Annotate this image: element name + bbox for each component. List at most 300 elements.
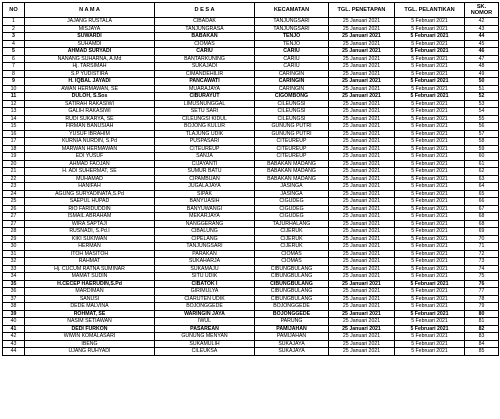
cell-no: 30 [3, 243, 25, 251]
table-row [3, 78, 499, 86]
cell-nama: RUDI SUKARYA, SE [25, 115, 155, 123]
cell-no: 7 [3, 63, 25, 71]
table-row [3, 63, 499, 71]
table-row [3, 318, 499, 326]
cell-tgl-pelantikan: 5 Februari 2021 [395, 325, 465, 333]
cell-nama: FIRMAN BANUSIAH [25, 123, 155, 131]
cell-sk-nomor: 60 [465, 153, 499, 161]
cell-kecamatan: CITEUREUP [255, 138, 329, 146]
cell-desa: BANYUASIH [155, 198, 255, 206]
cell-sk-nomor: 52 [465, 93, 499, 101]
cell-desa: SUKAJADI [155, 63, 255, 71]
cell-nama: SANUSI [25, 295, 155, 303]
cell-kecamatan: TANJUNGSARI [255, 18, 329, 26]
table-row [3, 288, 499, 296]
cell-desa: CIBATOK I [155, 280, 255, 288]
table-row [3, 175, 499, 183]
cell-tgl-penetapan: 25 Januari 2021 [329, 168, 395, 176]
cell-tgl-penetapan: 25 Januari 2021 [329, 220, 395, 228]
cell-no: 38 [3, 303, 25, 311]
cell-tgl-pelantikan: 5 Februari 2021 [395, 198, 465, 206]
cell-tgl-penetapan: 25 Januari 2021 [329, 250, 395, 258]
cell-no: 28 [3, 228, 25, 236]
cell-nama: DEDI FURKON [25, 325, 155, 333]
cell-tgl-pelantikan: 5 Februari 2021 [395, 153, 465, 161]
cell-desa: BANYUWANGI [155, 205, 255, 213]
header-kecamatan: KECAMATAN [255, 3, 329, 18]
cell-sk-nomor: 55 [465, 115, 499, 123]
cell-no: 11 [3, 93, 25, 101]
cell-tgl-pelantikan: 5 Februari 2021 [395, 123, 465, 131]
table-row [3, 265, 499, 273]
cell-no: 25 [3, 198, 25, 206]
header-tgl-pelantikan: TGL. PELANTIKAN [395, 3, 465, 18]
table-row [3, 190, 499, 198]
cell-sk-nomor: 68 [465, 220, 499, 228]
cell-no: 35 [3, 280, 25, 288]
cell-kecamatan: BOJONGGEDE [255, 310, 329, 318]
cell-tgl-pelantikan: 5 Februari 2021 [395, 288, 465, 296]
cell-tgl-pelantikan: 5 Februari 2021 [395, 115, 465, 123]
cell-tgl-penetapan: 25 Januari 2021 [329, 93, 395, 101]
cell-tgl-pelantikan: 5 Februari 2021 [395, 213, 465, 221]
cell-tgl-pelantikan: 5 Februari 2021 [395, 265, 465, 273]
cell-nama: SAEPUL HUPAD [25, 198, 155, 206]
cell-tgl-pelantikan: 5 Februari 2021 [395, 243, 465, 251]
cell-desa: CIBURAYUT [155, 93, 255, 101]
table-row [3, 138, 499, 146]
cell-kecamatan: TAJURHALANG [255, 220, 329, 228]
cell-kecamatan: BABAKAN MADANG [255, 160, 329, 168]
cell-tgl-pelantikan: 5 Februari 2021 [395, 48, 465, 56]
cell-nama: KURNIA NURDIN, S.Pd [25, 138, 155, 146]
cell-sk-nomor: 72 [465, 250, 499, 258]
cell-kecamatan: CITEUREUP [255, 153, 329, 161]
cell-kecamatan: CIGUDEG [255, 213, 329, 221]
cell-tgl-pelantikan: 5 Februari 2021 [395, 145, 465, 153]
cell-kecamatan: CIJERUK [255, 228, 329, 236]
cell-kecamatan: CIOMAS [255, 250, 329, 258]
cell-tgl-penetapan: 25 Januari 2021 [329, 18, 395, 26]
cell-sk-nomor: 68 [465, 213, 499, 221]
cell-tgl-penetapan: 25 Januari 2021 [329, 228, 395, 236]
cell-desa: BABAKAN [155, 33, 255, 41]
cell-nama: RIO FARIDUDDIN [25, 205, 155, 213]
cell-kecamatan: BABAKAN MADANG [255, 168, 329, 176]
cell-kecamatan: CIJERUK [255, 235, 329, 243]
cell-no: 20 [3, 160, 25, 168]
cell-nama: NANANG SUHARNA, A.Md [25, 55, 155, 63]
cell-tgl-penetapan: 25 Januari 2021 [329, 63, 395, 71]
table-row [3, 108, 499, 116]
table-row [3, 93, 499, 101]
cell-nama: ROHMAT, SE [25, 310, 155, 318]
cell-sk-nomor: 42 [465, 18, 499, 26]
cell-sk-nomor: 74 [465, 265, 499, 273]
cell-kecamatan: CILEUNGSI [255, 115, 329, 123]
table-row [3, 205, 499, 213]
cell-kecamatan: CARIU [255, 55, 329, 63]
table-row [3, 295, 499, 303]
cell-sk-nomor: 45 [465, 40, 499, 48]
header-desa: D E S A [155, 3, 255, 18]
cell-nama: RUSNADI, S.Pd.I [25, 228, 155, 236]
cell-kecamatan: CIOMAS [255, 258, 329, 266]
cell-kecamatan: BABAKAN MADANG [255, 175, 329, 183]
cell-tgl-pelantikan: 5 Februari 2021 [395, 228, 465, 236]
cell-sk-nomor: 84 [465, 340, 499, 348]
cell-no: 6 [3, 55, 25, 63]
cell-kecamatan: TANJUNGSARI [255, 25, 329, 33]
cell-no: 14 [3, 115, 25, 123]
cell-tgl-pelantikan: 5 Februari 2021 [395, 18, 465, 26]
cell-tgl-pelantikan: 5 Februari 2021 [395, 25, 465, 33]
cell-tgl-penetapan: 25 Januari 2021 [329, 33, 395, 41]
cell-tgl-penetapan: 25 Januari 2021 [329, 78, 395, 86]
cell-tgl-pelantikan: 5 Februari 2021 [395, 160, 465, 168]
cell-kecamatan: CARINGIN [255, 78, 329, 86]
cell-tgl-penetapan: 25 Januari 2021 [329, 265, 395, 273]
cell-desa: JUGALAJAYA [155, 183, 255, 191]
cell-kecamatan: CIGUDEG [255, 205, 329, 213]
cell-nama: WIRA SAPTAJI [25, 220, 155, 228]
cell-no: 26 [3, 205, 25, 213]
cell-no: 3 [3, 33, 25, 41]
cell-no: 32 [3, 258, 25, 266]
cell-tgl-pelantikan: 5 Februari 2021 [395, 183, 465, 191]
cell-sk-nomor: 62 [465, 168, 499, 176]
cell-tgl-pelantikan: 5 Februari 2021 [395, 190, 465, 198]
cell-nama: AHMAD FAOJAN [25, 160, 155, 168]
cell-tgl-penetapan: 25 Januari 2021 [329, 258, 395, 266]
cell-sk-nomor: 56 [465, 123, 499, 131]
cell-tgl-pelantikan: 5 Februari 2021 [395, 318, 465, 326]
cell-tgl-pelantikan: 5 Februari 2021 [395, 175, 465, 183]
cell-sk-nomor: 53 [465, 100, 499, 108]
cell-no: 18 [3, 145, 25, 153]
cell-nama: ITOH MASITOH [25, 250, 155, 258]
table-row [3, 168, 499, 176]
cell-no: 41 [3, 325, 25, 333]
cell-desa: SUKAMAJU [155, 265, 255, 273]
table-row [3, 250, 499, 258]
cell-nama: S.P YUDISTIRA [25, 70, 155, 78]
cell-nama: HERMAN [25, 243, 155, 251]
cell-desa: WARINGIN JAYA [155, 310, 255, 318]
cell-sk-nomor: 71 [465, 243, 499, 251]
cell-no: 34 [3, 273, 25, 281]
cell-tgl-penetapan: 25 Januari 2021 [329, 295, 395, 303]
cell-desa: CIMANDEHILIR [155, 70, 255, 78]
cell-tgl-penetapan: 25 Januari 2021 [329, 190, 395, 198]
cell-tgl-penetapan: 25 Januari 2021 [329, 198, 395, 206]
table-row [3, 348, 499, 356]
cell-tgl-pelantikan: 5 Februari 2021 [395, 273, 465, 281]
cell-no: 23 [3, 183, 25, 191]
cell-no: 39 [3, 310, 25, 318]
cell-nama: DULOH, S.Sos [25, 93, 155, 101]
cell-tgl-pelantikan: 5 Februari 2021 [395, 108, 465, 116]
cell-sk-nomor: 54 [465, 108, 499, 116]
cell-tgl-pelantikan: 5 Februari 2021 [395, 310, 465, 318]
cell-no: 8 [3, 70, 25, 78]
table-row [3, 25, 499, 33]
cell-kecamatan: CIGOMBONG [255, 93, 329, 101]
cell-tgl-penetapan: 25 Januari 2021 [329, 55, 395, 63]
cell-sk-nomor: 57 [465, 130, 499, 138]
cell-sk-nomor: 82 [465, 325, 499, 333]
cell-nama: SATIRAH RAKASIWI [25, 100, 155, 108]
table-row [3, 310, 499, 318]
cell-tgl-penetapan: 25 Januari 2021 [329, 123, 395, 131]
cell-tgl-penetapan: 25 Januari 2021 [329, 153, 395, 161]
table-row [3, 198, 499, 206]
cell-nama: KIKI SUKIWAN [25, 235, 155, 243]
cell-no: 24 [3, 190, 25, 198]
table-row [3, 258, 499, 266]
cell-desa: CARIU [155, 48, 255, 56]
cell-no: 15 [3, 123, 25, 131]
cell-tgl-penetapan: 25 Januari 2021 [329, 183, 395, 191]
cell-no: 1 [3, 18, 25, 26]
cell-sk-nomor: 76 [465, 280, 499, 288]
cell-kecamatan: CITEUREUP [255, 145, 329, 153]
table-row [3, 70, 499, 78]
cell-no: 37 [3, 295, 25, 303]
cell-desa: SIPAK [155, 190, 255, 198]
cell-tgl-penetapan: 25 Januari 2021 [329, 145, 395, 153]
cell-tgl-pelantikan: 5 Februari 2021 [395, 100, 465, 108]
cell-tgl-pelantikan: 5 Februari 2021 [395, 205, 465, 213]
cell-tgl-penetapan: 25 Januari 2021 [329, 325, 395, 333]
cell-desa: GIRIMULYA [155, 288, 255, 296]
cell-kecamatan: CIJERUK [255, 243, 329, 251]
cell-desa: BOJONGGEDE [155, 303, 255, 311]
cell-no: 43 [3, 340, 25, 348]
cell-nama: RAHMAT [25, 258, 155, 266]
table-row [3, 303, 499, 311]
cell-no: 19 [3, 153, 25, 161]
cell-tgl-pelantikan: 5 Februari 2021 [395, 220, 465, 228]
cell-desa: TANJUNGSARI [155, 243, 255, 251]
cell-sk-nomor: 63 [465, 175, 499, 183]
table-row [3, 325, 499, 333]
cell-tgl-pelantikan: 5 Februari 2021 [395, 258, 465, 266]
cell-sk-nomor: 50 [465, 78, 499, 86]
cell-tgl-penetapan: 25 Januari 2021 [329, 40, 395, 48]
cell-no: 27 [3, 213, 25, 221]
cell-no: 40 [3, 318, 25, 326]
cell-desa: PASAREAN [155, 325, 255, 333]
cell-no: 31 [3, 250, 25, 258]
cell-tgl-pelantikan: 5 Februari 2021 [395, 40, 465, 48]
cell-tgl-penetapan: 25 Januari 2021 [329, 160, 395, 168]
cell-tgl-penetapan: 25 Januari 2021 [329, 25, 395, 33]
cell-nama: AGUNG SURYADINATA,S.Pd [25, 190, 155, 198]
cell-sk-nomor: 49 [465, 70, 499, 78]
table-row [3, 160, 499, 168]
cell-tgl-penetapan: 25 Januari 2021 [329, 130, 395, 138]
cell-desa: SUKAHARJA [155, 258, 255, 266]
cell-desa: MEKARJAYA [155, 213, 255, 221]
cell-desa: BANTARKUNING [155, 55, 255, 63]
cell-no: 22 [3, 175, 25, 183]
cell-desa: IWUL [155, 318, 255, 326]
cell-tgl-pelantikan: 5 Februari 2021 [395, 85, 465, 93]
cell-kecamatan: PAMIJAHAN [255, 325, 329, 333]
cell-no: 17 [3, 138, 25, 146]
header-tgl-penetapan: TGL. PENETAPAN [329, 3, 395, 18]
cell-nama: H. IQBAL JAYADI [25, 78, 155, 86]
table-row [3, 18, 499, 26]
cell-kecamatan: SUKAJAYA [255, 348, 329, 356]
cell-no: 42 [3, 333, 25, 341]
table-row [3, 340, 499, 348]
cell-desa: TLAJUNG UDIK [155, 130, 255, 138]
cell-kecamatan: TENJO [255, 40, 329, 48]
cell-no: 33 [3, 265, 25, 273]
cell-desa: GUNUNG MENYAN [155, 333, 255, 341]
cell-nama: Hj. TARSIMAH [25, 63, 155, 71]
cell-tgl-pelantikan: 5 Februari 2021 [395, 295, 465, 303]
cell-kecamatan: PAMIJAHAN [255, 333, 329, 341]
cell-no: 21 [3, 168, 25, 176]
cell-sk-nomor: 47 [465, 55, 499, 63]
cell-nama: H. ADI SUHERMAT, SE [25, 168, 155, 176]
cell-tgl-penetapan: 25 Januari 2021 [329, 273, 395, 281]
table-row [3, 235, 499, 243]
cell-kecamatan: GUNUNG PUTRI [255, 123, 329, 131]
table-row [3, 183, 499, 191]
cell-tgl-pelantikan: 5 Februari 2021 [395, 250, 465, 258]
cell-tgl-penetapan: 25 Januari 2021 [329, 310, 395, 318]
cell-tgl-pelantikan: 5 Februari 2021 [395, 130, 465, 138]
table-row [3, 130, 499, 138]
table-row [3, 100, 499, 108]
cell-sk-nomor: 66 [465, 198, 499, 206]
pelantikan-table [2, 2, 499, 356]
table-row [3, 48, 499, 56]
cell-kecamatan: CARINGIN [255, 70, 329, 78]
cell-tgl-pelantikan: 5 Februari 2021 [395, 340, 465, 348]
cell-desa: CITEUREUP [155, 145, 255, 153]
cell-tgl-penetapan: 25 Januari 2021 [329, 318, 395, 326]
table-row [3, 228, 499, 236]
cell-nama: AHMAD SURYADI [25, 48, 155, 56]
cell-desa: CILEUKSA [155, 348, 255, 356]
cell-nama: YUSUF IBRAHIM [25, 130, 155, 138]
cell-sk-nomor: 61 [465, 160, 499, 168]
cell-sk-nomor: 79 [465, 303, 499, 311]
cell-sk-nomor: 73 [465, 258, 499, 266]
cell-desa: PANCAWATI [155, 78, 255, 86]
cell-kecamatan: CIBUNGBULANG [255, 295, 329, 303]
cell-no: 2 [3, 25, 25, 33]
cell-kecamatan: CIBUNGBULANG [255, 280, 329, 288]
cell-tgl-pelantikan: 5 Februari 2021 [395, 348, 465, 356]
table-row [3, 40, 499, 48]
cell-no: 27 [3, 220, 25, 228]
cell-tgl-pelantikan: 5 Februari 2021 [395, 33, 465, 41]
cell-desa: NANGGERANG [155, 220, 255, 228]
cell-kecamatan: CIBUNGBULANG [255, 273, 329, 281]
cell-desa: CIJAYANTI [155, 160, 255, 168]
cell-kecamatan: CARINGIN [255, 85, 329, 93]
cell-kecamatan: CIBUNGBULANG [255, 265, 329, 273]
cell-no: 13 [3, 108, 25, 116]
cell-tgl-pelantikan: 5 Februari 2021 [395, 333, 465, 341]
cell-desa: CIBALUNG [155, 228, 255, 236]
cell-sk-nomor: 59 [465, 145, 499, 153]
header-sk-nomor: SK. NOMOR [465, 3, 499, 18]
cell-desa: SETU SARI [155, 108, 255, 116]
cell-nama: Hj. CUCUM RATNA SUMINAR [25, 265, 155, 273]
cell-nama: UJANG RUHYADI [25, 348, 155, 356]
table-row [3, 333, 499, 341]
table-row [3, 280, 499, 288]
cell-kecamatan: CARIU [255, 48, 329, 56]
cell-sk-nomor: 46 [465, 48, 499, 56]
header-row [3, 3, 499, 18]
cell-desa: SITU UDIK [155, 273, 255, 281]
cell-desa: CIOMAS [155, 40, 255, 48]
cell-desa: SUKAMULIH [155, 340, 255, 348]
cell-sk-nomor: 77 [465, 288, 499, 296]
cell-desa: BOJONG KULUR [155, 123, 255, 131]
cell-sk-nomor: 75 [465, 273, 499, 281]
table-row [3, 55, 499, 63]
cell-kecamatan: JASINGA [255, 190, 329, 198]
cell-sk-nomor: 83 [465, 333, 499, 341]
cell-tgl-pelantikan: 5 Februari 2021 [395, 63, 465, 71]
cell-kecamatan: CIBUNGBULANG [255, 288, 329, 296]
table-row [3, 123, 499, 131]
cell-no: 9 [3, 78, 25, 86]
cell-sk-nomor: 65 [465, 190, 499, 198]
cell-desa: CILEUNGSI KIDUL [155, 115, 255, 123]
cell-tgl-penetapan: 25 Januari 2021 [329, 235, 395, 243]
cell-tgl-penetapan: 25 Januari 2021 [329, 243, 395, 251]
cell-nama: EDI YUSUF [25, 153, 155, 161]
cell-nama: MISJAYA [25, 25, 155, 33]
cell-tgl-penetapan: 25 Januari 2021 [329, 280, 395, 288]
header-nama: N A M A [25, 3, 155, 18]
table-row [3, 115, 499, 123]
cell-kecamatan: CILEUNGSI [255, 108, 329, 116]
cell-desa: CIARUTEN UDIK [155, 295, 255, 303]
cell-no: 36 [3, 288, 25, 296]
cell-nama: MAMAT SUDIN [25, 273, 155, 281]
cell-nama: IBENG [25, 340, 155, 348]
table-row [3, 273, 499, 281]
cell-sk-nomor: 69 [465, 228, 499, 236]
cell-no: 12 [3, 100, 25, 108]
cell-desa: CIBADAK [155, 18, 255, 26]
cell-tgl-pelantikan: 5 Februari 2021 [395, 138, 465, 146]
cell-desa: CIPAMBUAN [155, 175, 255, 183]
cell-kecamatan: PARUNG [255, 318, 329, 326]
cell-nama: ISMAIL ABRAHAM [25, 213, 155, 221]
cell-tgl-penetapan: 25 Januari 2021 [329, 70, 395, 78]
cell-nama: MUHAMAD [25, 175, 155, 183]
cell-no: 16 [3, 130, 25, 138]
cell-sk-nomor: 81 [465, 318, 499, 326]
cell-tgl-penetapan: 25 Januari 2021 [329, 48, 395, 56]
cell-tgl-penetapan: 25 Januari 2021 [329, 303, 395, 311]
table-row [3, 145, 499, 153]
cell-sk-nomor: 58 [465, 138, 499, 146]
cell-desa: CIPELANG [155, 235, 255, 243]
